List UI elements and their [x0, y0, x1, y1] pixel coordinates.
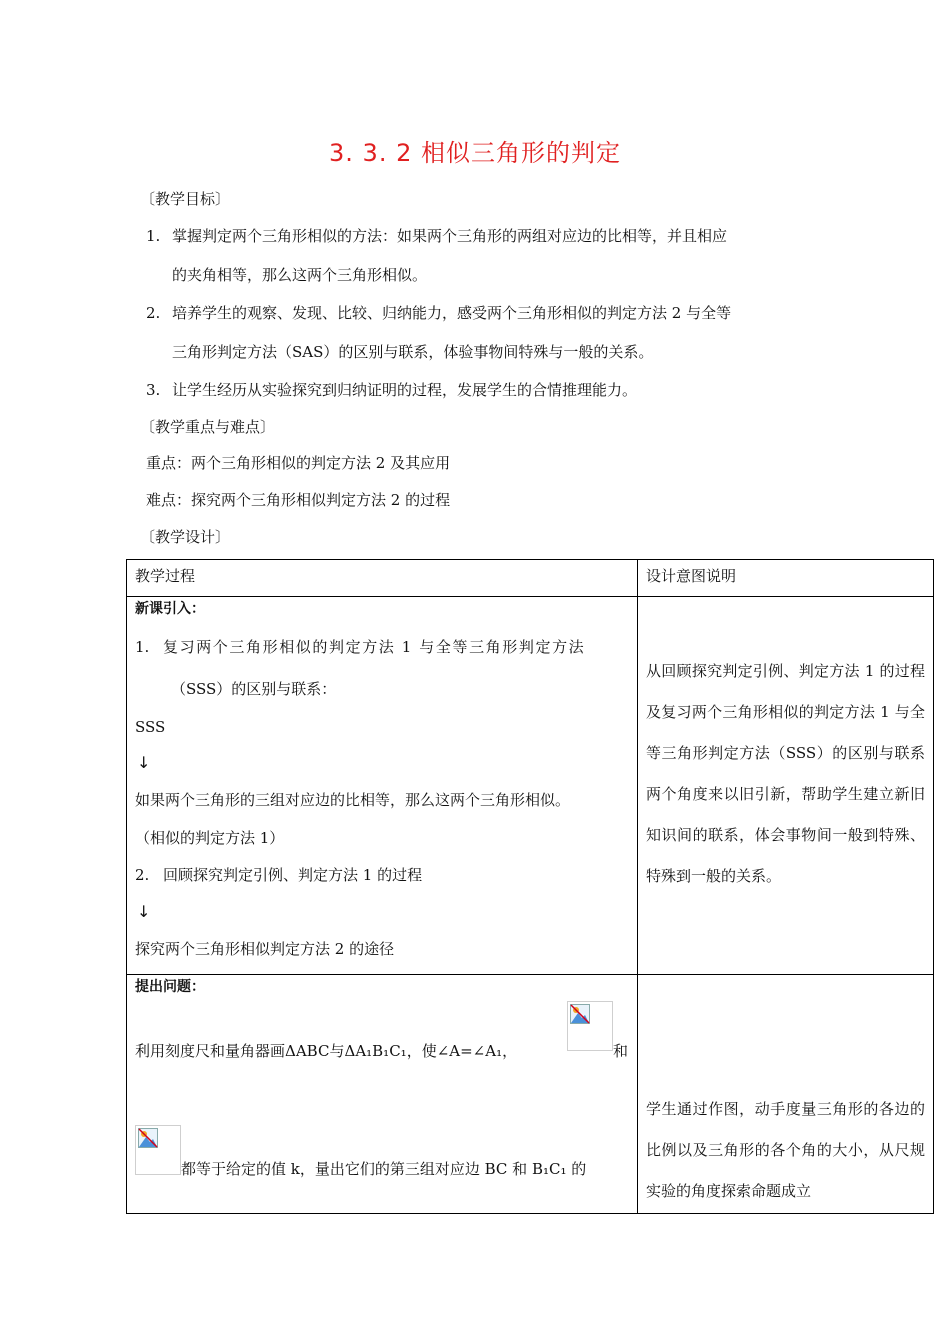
question-section-title: 提出问题： [135, 979, 205, 995]
objective-item-1 [146, 226, 727, 246]
triangle-abc: ΔABC [285, 1042, 330, 1060]
objective-text: 培养学生的观察、发现、比较、归纳能力，感受两个三角形相似的判定方法 2 与全等 [172, 304, 732, 322]
objective-item-2 [146, 303, 731, 323]
design-heading: 〔教学设计〕 [140, 528, 231, 546]
question-line-1 [135, 1041, 517, 1061]
method-note: （相似的判定方法 1） [135, 829, 285, 847]
question-intent-cell [638, 975, 934, 1214]
question-intent-text: 学生通过作图，动手度量三角形的各边的比例以及三角形的各个角的大小，从尺规实验的角度探索命题成立 [646, 1100, 925, 1200]
objective-number: 1. [146, 227, 161, 245]
triangle-a1b1c1: ΔA₁B₁C₁ [344, 1042, 407, 1060]
broken-image-icon [135, 1125, 181, 1175]
question-line-2: 都等于给定的值 k，量出它们的第三组对应边 BC 和 B₁C₁ 的 [181, 1160, 587, 1178]
intro-item-1-text: 复习两个三角形相似的判定方法 1 与全等三角形判定方法 [163, 638, 586, 656]
intro-section-title: 新课引入： [135, 601, 205, 617]
question-text: 利用刻度尺和量角器画 [135, 1042, 286, 1060]
objective-text: 掌握判定两个三角形相似的方法：如果两个三角形的两组对应边的比相等，并且相应 [172, 227, 728, 245]
explore-text: 探究两个三角形相似判定方法 2 的途径 [135, 940, 395, 958]
intro-item-2-number: 2. [135, 866, 150, 884]
header-process: 教学过程 [127, 560, 638, 597]
objective-item-3 [146, 380, 637, 400]
intro-item-1-number: 1. [135, 638, 150, 656]
header-intent: 设计意图说明 [638, 560, 934, 597]
broken-image-icon [567, 1001, 613, 1051]
intro-item-1-cont: （SSS）的区别与联系： [171, 680, 337, 698]
sss-label: SSS [135, 718, 166, 736]
similar-rule: 如果两个三角形的三组对应边的比相等，那么这两个三角形相似。 [135, 791, 571, 809]
objective-text: 让学生经历从实验探究到归纳证明的过程，发展学生的合情推理能力。 [172, 381, 638, 399]
arrow-down-icon: ↓ [137, 753, 151, 772]
objectives-heading: 〔教学目标〕 [140, 190, 231, 208]
question-process-cell [127, 975, 638, 1214]
objective-number: 3. [146, 381, 161, 399]
difficult-point: 难点：探究两个三角形相似判定方法 2 的过程 [146, 491, 451, 509]
objective-number: 2. [146, 304, 161, 322]
intro-item-2-text: 回顾探究判定引例、判定方法 1 的过程 [163, 866, 423, 884]
question-text: 和 [613, 1042, 629, 1060]
arrow-down-icon: ↓ [137, 902, 151, 921]
key-point: 重点：两个三角形相似的判定方法 2 及其应用 [146, 454, 451, 472]
question-text: 与 [329, 1042, 345, 1060]
question-text: ，使∠A=∠A₁， [406, 1042, 518, 1060]
keypoints-heading: 〔教学重点与难点〕 [140, 418, 276, 436]
intro-intent-cell [638, 597, 934, 975]
intro-process-cell [127, 597, 638, 975]
objective-item-2-cont: 三角形判定方法（SAS）的区别与联系，体验事物间特殊与一般的关系。 [172, 343, 654, 361]
design-table [126, 559, 934, 1214]
objective-item-1-cont: 的夹角相等，那么这两个三角形相似。 [172, 266, 428, 284]
document-title: 3. 3. 2 相似三角形的判定 [329, 139, 621, 167]
intro-intent-text: 从回顾探究判定引例、判定方法 1 的过程及复习两个三角形相似的判定方法 1 与全等三角形判定方法（SSS）的区别与联系两个角度来以旧引新，帮助学生建立新旧知识间的联系，体会事物间一般到特殊、特殊到一般的关系。 [646, 662, 925, 885]
